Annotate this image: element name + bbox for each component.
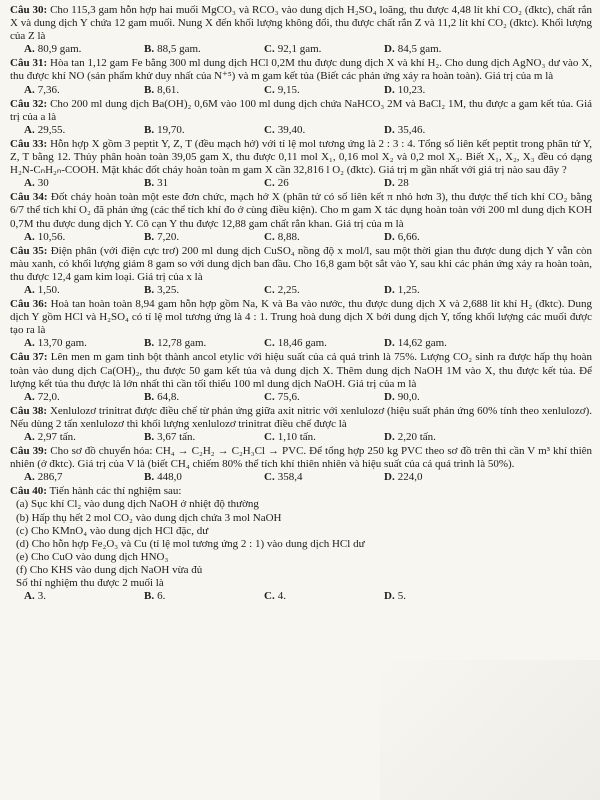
- question-stem: Cho 200 ml dung dịch Ba(OH)₂ 0,6M vào 100 ml dung dịch chứa NaHCO₃ 2M và BaCl₂ 1M, thu được a gam kết tủa. Giá trị của a là: [10, 97, 593, 123]
- answer-options: [10, 231, 592, 244]
- option-d: D. 6,66.: [384, 230, 420, 243]
- option-a: A. 72,0.: [24, 390, 60, 403]
- question-stem: Điện phân (với điện cực trơ) 200 ml dung dịch CuSO₄ nồng độ x mol/l, sau một thời gian thu được dung dịch Y vẫn còn màu xanh, có khối lượng giảm 8 gam so với dung dịch ban đầu. Cho 16,8 gam bột sắt vào Y, sau khi các phản ứng xảy ra hoàn toàn, thu được 12,4 gam kim loại. Giá trị của x là: [10, 244, 592, 283]
- question-stem: Đốt cháy hoàn toàn một este đơn chức, mạch hở X (phân tử có số liên kết π nhỏ hơn 3), thu được thể tích khí CO₂ bằng 6/7 thể tích khí O₂ đã phản ứng (các thể tích khí đo ở cùng điều kiện). Cho m gam X tác dụng hoàn toàn với 200 ml dung dịch KOH 0,7M thu được dung dịch Y. Cô cạn Y thu được 12,88 gam chất rắn khan. Giá trị của m là: [10, 191, 593, 230]
- option-d: D. 5.: [384, 590, 406, 603]
- option-c: C. 358,4: [264, 471, 303, 484]
- question-stem: Tiến hành các thí nghiệm sau:: [49, 485, 182, 498]
- option-c: C. 1,10 tấn.: [264, 431, 316, 443]
- answer-options: [10, 431, 592, 444]
- option-d: D. 224,0: [384, 471, 423, 484]
- answer-options: [10, 177, 592, 190]
- question-32: [10, 98, 592, 137]
- option-c: C. 4.: [264, 590, 286, 603]
- option-b: B. 88,5 gam.: [144, 43, 201, 56]
- question-36: [10, 298, 592, 350]
- option-a: A. 1,50.: [24, 283, 60, 296]
- option-d: D. 10,23.: [384, 83, 426, 96]
- option-c: C. 26: [264, 177, 289, 190]
- option-a: A. 13,70 gam.: [24, 337, 87, 350]
- option-a: A. 29,55.: [24, 123, 66, 136]
- question-number: Câu 33:: [10, 137, 48, 150]
- option-b: B. 12,78 gam.: [144, 337, 207, 350]
- question-30: [10, 4, 592, 56]
- question-stem: Hỗn hợp X gồm 3 peptit Y, Z, T (đều mạch hở) với tỉ lệ mol tương ứng là 2 : 3 : 4. Tổng số liên kết peptit trong phân tử Y, Z, T bằng 12. Thủy phân hoàn toàn 39,05 gam X, thu được 0,11 mol X₁, 0,16 mol X₂ và 0,2 mol X₃. Biết X₁, X₂, X₃ đều có dạng H₂N-CₙH₂ₙ-COOH. Mặt khác đốt cháy hoàn toàn m gam X cần 32,816 l O₂ (đktc). Giá trị m gần nhất với giá trị nào sau đây ?: [10, 137, 592, 177]
- answer-options: [10, 391, 592, 404]
- question-number: Câu 34:: [10, 191, 48, 204]
- question-number: Câu 37:: [10, 351, 48, 364]
- option-d: D. 1,25.: [384, 283, 420, 296]
- question-stem: Hòa tan 1,12 gam Fe bằng 300 ml dung dịch HCl 0,2M thu được dung dịch X và khí H₂. Cho dung dịch AgNO₃ dư vào X, thu được khí NO (sản phẩm khử duy nhất của N⁺⁵) và m gam kết tủa (Biết các phản ứng xảy ra hoàn toàn). Giá trị của m là: [10, 57, 593, 83]
- question-38: [10, 405, 592, 444]
- question-31: [10, 57, 592, 96]
- option-b: B. 8,61.: [144, 83, 180, 96]
- question-number: Câu 39:: [10, 445, 48, 458]
- option-c: C. 8,88.: [264, 230, 300, 243]
- option-d: D. 84,5 gam.: [384, 43, 442, 56]
- answer-options: [10, 284, 592, 297]
- option-a: A. 80,9 gam.: [24, 43, 82, 56]
- experiment-b: (b) Hấp thụ hết 2 mol CO₂ vào dung dịch chứa 3 mol NaOH: [16, 511, 282, 524]
- question-number: Câu 32:: [10, 97, 48, 110]
- option-a: A. 3.: [24, 590, 46, 603]
- answer-options: [10, 124, 592, 137]
- question-34: [10, 191, 592, 243]
- option-a: A. 10,56.: [24, 230, 66, 243]
- question-39: [10, 445, 592, 484]
- answer-options: [10, 471, 592, 484]
- question-number: Câu 31:: [10, 57, 48, 70]
- question-number: Câu 36:: [10, 298, 48, 311]
- option-c: C. 9,15.: [264, 83, 300, 96]
- option-a: A. 30: [24, 177, 49, 190]
- question-stem: Cho 115,3 gam hỗn hợp hai muối MgCO₃ và RCO₃ vào dung dịch H₂SO₄ loãng, thu được 4,48 lít khí CO₂ (đktc), chất rắn X và dung dịch Y chứa 12 gam muối. Nung X đến khối lượng không đổi, thu được chất rắn Z và 11,2 lít khí CO₂ (đktc). Khối lượng của Z là: [10, 4, 593, 43]
- answer-options: [10, 337, 592, 350]
- option-d: D. 14,62 gam.: [384, 337, 447, 350]
- question-number: Câu 30:: [10, 4, 48, 16]
- answer-options: [10, 590, 592, 603]
- option-c: C. 2,25.: [264, 283, 300, 296]
- option-c: C. 75,6.: [264, 390, 300, 403]
- option-b: B. 6.: [144, 590, 166, 603]
- experiment-e: (e) Cho CuO vào dung dịch HNO₃: [16, 550, 169, 563]
- option-a: A. 286,7: [24, 471, 63, 484]
- question-number: Câu 35:: [10, 244, 48, 257]
- option-b: B. 19,70.: [144, 123, 185, 136]
- option-d: D. 35,46.: [384, 123, 426, 136]
- question-stem: Lên men m gam tinh bột thành ancol etylic với hiệu suất của cả quá trình là 75%. Lượng CO₂ sinh ra được hấp thụ hoàn toàn vào dung dịch Ca(OH)₂, thu được 50 gam kết tủa và dung dịch X. Thêm dung dịch NaOH 1M vào X, thu được kết tủa. Để lượng kết tủa thu được là lớn nhất thì cần tối thiểu 100 ml dung dịch NaOH. Giá trị của m là: [10, 351, 593, 390]
- question-list: [10, 4, 592, 484]
- question-number: Câu 38:: [10, 404, 48, 417]
- option-d: D. 90,0.: [384, 390, 420, 403]
- experiment-c: (c) Cho KMnO₄ vào dung dịch HCl đặc, dư: [16, 524, 209, 537]
- option-b: B. 31: [144, 177, 169, 190]
- question-40: [10, 485, 592, 603]
- option-d: D. 2,20 tấn.: [384, 431, 436, 443]
- question-prompt: Số thí nghiệm thu được 2 muối là: [16, 577, 164, 590]
- question-stem: Xenlulozơ trinitrat được điều chế từ phản ứng giữa axit nitric với xenlulozơ (hiệu suất phản ứng 60% tính theo xenlulozơ). Nếu dùng 2 tấn xenlulozơ thì khối lượng xenlulozơ trinitrat điều chế được là: [10, 404, 592, 430]
- option-b: B. 64,8.: [144, 390, 180, 403]
- experiment-a: (a) Sục khí Cl₂ vào dung dịch NaOH ở nhiệt độ thường: [16, 498, 259, 511]
- option-b: B. 7,20.: [144, 230, 180, 243]
- option-c: C. 92,1 gam.: [264, 43, 322, 56]
- page-shadow: [380, 660, 600, 800]
- question-number: Câu 40:: [10, 485, 47, 498]
- answer-options: [10, 84, 592, 97]
- answer-options: [10, 43, 592, 56]
- option-b: B. 448,0: [144, 471, 182, 484]
- question-33: [10, 138, 592, 190]
- experiment-f: (f) Cho KHS vào dung dịch NaOH vừa đủ: [16, 563, 203, 576]
- experiment-d: (d) Cho hỗn hợp Fe₂O₃ và Cu (tỉ lệ mol tương ứng 2 : 1) vào dung dịch HCl dư: [16, 537, 365, 550]
- question-stem: Hoà tan hoàn toàn 8,94 gam hỗn hợp gồm Na, K và Ba vào nước, thu được dung dịch X và 2,688 lít khí H₂ (đktc). Dung dịch Y gồm HCl và H₂SO₄ có tỉ lệ mol tương ứng là 4 : 1. Trung hoà dung dịch X bởi dung dịch Y, tổng khối lượng các muối được tạo ra là: [10, 298, 592, 337]
- option-c: C. 18,46 gam.: [264, 337, 327, 350]
- option-d: D. 28: [384, 177, 409, 190]
- option-a: A. 7,36.: [24, 83, 60, 96]
- option-b: B. 3,67 tấn.: [144, 431, 196, 443]
- question-stem: Cho sơ đồ chuyển hóa: CH₄ → C₂H₂ → C₂H₃Cl → PVC. Để tổng hợp 250 kg PVC theo sơ đồ trên thì cần V m³ khí thiên nhiên (ở đktc). Giá trị của V là (biết CH₄ chiếm 80% thể tích khí thiên nhiên và hiệu suất của cả quá trình là 50%).: [10, 445, 593, 471]
- question-37: [10, 351, 592, 403]
- option-c: C. 39,40.: [264, 123, 306, 136]
- option-b: B. 3,25.: [144, 283, 180, 296]
- option-a: A. 2,97 tấn.: [24, 431, 76, 443]
- question-35: [10, 245, 592, 297]
